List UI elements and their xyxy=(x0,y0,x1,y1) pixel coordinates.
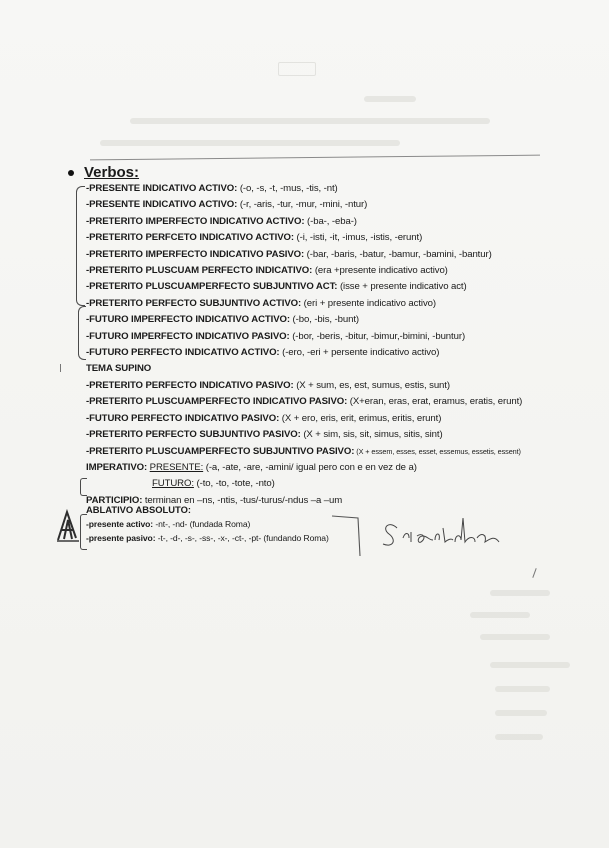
ablativo-title: ABLATIVO ABSOLUTO: xyxy=(86,504,192,515)
verb-endings: (-r, -aris, -tur, -mur, -mini, -ntur) xyxy=(237,199,368,211)
verb-line xyxy=(86,378,556,394)
ablativo-pasivo-line xyxy=(86,531,329,545)
section-divider xyxy=(90,155,540,161)
stray-mark xyxy=(60,364,61,372)
verb-label: -PRETERITO PLUSCUAMPERFECTO INDICATIVO PASIVO: xyxy=(86,396,348,408)
activo-endings: -nt-, -nd- (fundada Roma) xyxy=(153,519,251,529)
verb-endings: (X + ero, eris, erit, erimus, eritis, erunt) xyxy=(279,412,442,424)
bullet-icon xyxy=(68,170,74,176)
participio-endings: terminan en –ns, -ntis, -tus/-turus/-ndus –a –um xyxy=(142,494,343,506)
bleed-through-mark xyxy=(100,140,400,146)
presente-endings: (-a, -ate, -are, -amini/ igual pero con e en vez de a) xyxy=(203,461,417,473)
bleed-through-mark xyxy=(130,118,490,124)
verb-endings: (X + sum, es, est, sumus, estis, sunt) xyxy=(293,379,450,391)
pasivo-endings: -t-, -d-, -s-, -ss-, -x-, -ct-, -pt- (fundando Roma) xyxy=(155,533,329,543)
bleed-through-mark xyxy=(278,62,316,76)
verb-line xyxy=(86,427,556,443)
verb-label: -PRETERITO PERFCETO INDICATIVO ACTIVO: xyxy=(86,232,294,244)
activo-label: -presente activo: xyxy=(86,519,154,529)
verb-line xyxy=(86,345,556,361)
verb-line xyxy=(86,329,556,345)
imperativo-futuro-line xyxy=(86,476,556,492)
verb-label: -PRESENTE INDICATIVO ACTIVO: xyxy=(86,183,238,194)
verb-endings: (eri + presente indicativo activo) xyxy=(301,297,436,309)
verb-endings: (-o, -s, -t, -mus, -tis, -nt) xyxy=(237,183,338,194)
participio-label: PARTICIPIO: xyxy=(86,494,143,506)
verb-line xyxy=(86,181,556,197)
verb-label: -PRETERITO IMPERFECTO INDICATIVO ACTIVO: xyxy=(86,215,305,227)
verb-label: -PRETERITO PLUSCUAMPERFECTO SUBJUNTIVO PASIVO: xyxy=(86,445,355,457)
bleed-through-mark xyxy=(495,710,547,716)
verb-endings: (era +presente indicativo activo) xyxy=(312,265,448,277)
imperativo-label: IMPERATIVO: xyxy=(86,461,148,473)
futuro-label: FUTURO: xyxy=(152,478,194,490)
pencil-bracket xyxy=(76,186,85,306)
handwritten-signature xyxy=(335,498,535,558)
bleed-through-mark xyxy=(364,96,416,102)
verb-label: -FUTURO IMPERFECTO INDICATIVO ACTIVO: xyxy=(86,314,290,326)
verb-label: -PRETERITO IMPERFECTO INDICATIVO PASIVO: xyxy=(86,248,305,260)
verbos-heading xyxy=(68,164,139,181)
verb-label: -PRETERITO PERFECTO SUBJUNTIVO ACTIVO: xyxy=(86,297,302,309)
verb-line xyxy=(86,444,556,460)
presente-label: PRESENTE: xyxy=(149,461,204,473)
verb-label: -FUTURO PERFECTO INDICATIVO ACTIVO: xyxy=(86,347,280,359)
pencil-mark-icon xyxy=(54,508,82,542)
verb-line xyxy=(86,394,556,410)
pasivo-label: -presente pasivo: xyxy=(86,533,156,543)
verb-endings: (-bo, -bis, -bunt) xyxy=(289,314,359,326)
stray-mark xyxy=(532,568,536,578)
bleed-through-mark xyxy=(495,686,550,692)
imperativo-line xyxy=(86,460,556,476)
verb-endings: (-ba-, -eba-) xyxy=(304,215,357,227)
verb-endings: (X + essem, esses, esset, essemus, essetis, essent) xyxy=(354,446,521,456)
ablativo-section xyxy=(86,502,329,545)
verb-endings: (-ero, -eri + persente indicativo activo) xyxy=(279,347,440,359)
verb-line xyxy=(86,197,556,213)
verb-label: -PRESENTE INDICATIVO ACTIVO: xyxy=(86,199,238,211)
verb-line xyxy=(86,296,556,312)
verb-line xyxy=(86,279,556,295)
verb-endings: (-i, -isti, -it, -imus, -istis, -erunt) xyxy=(293,232,423,244)
bleed-through-mark xyxy=(490,590,550,596)
verb-endings: (X+eran, eras, erat, eramus, eratis, erunt) xyxy=(347,396,523,408)
verb-label: -FUTURO IMPERFECTO INDICATIVO PASIVO: xyxy=(86,330,290,342)
bleed-through-mark xyxy=(495,734,543,740)
verb-endings: (-bar, -baris, -batur, -bamur, -bamini, -bantur) xyxy=(304,248,492,260)
verb-label: -PRETERITO PLUSCUAM PERFECTO INDICATIVO: xyxy=(86,265,313,277)
ablativo-activo-line xyxy=(86,517,329,531)
verb-list xyxy=(86,181,556,509)
verb-endings: (X + sim, sis, sit, simus, sitis, sint) xyxy=(300,429,443,441)
pencil-bracket xyxy=(78,306,86,360)
verb-label: -PRETERITO PLUSCUAMPERFECTO SUBJUNTIVO ACT: xyxy=(86,281,338,293)
futuro-endings: (-to, -to, -tote, -nto) xyxy=(193,478,275,490)
verb-line xyxy=(86,312,556,328)
verb-line xyxy=(86,214,556,230)
verb-line xyxy=(86,263,556,279)
section-label: TEMA SUPINO xyxy=(86,363,152,375)
heading-text: Verbos: xyxy=(84,164,140,181)
bleed-through-mark xyxy=(470,612,530,618)
verb-line xyxy=(86,411,556,427)
verb-line xyxy=(86,247,556,263)
verb-label: -PRETERITO PERFECTO SUBJUNTIVO PASIVO: xyxy=(86,429,301,441)
verb-line xyxy=(86,230,556,246)
verb-endings: (-bor, -beris, -bitur, -bimur,-bimini, -buntur) xyxy=(289,330,466,342)
verb-label: -FUTURO PERFECTO INDICATIVO PASIVO: xyxy=(86,412,280,424)
verb-endings: (isse + presente indicativo act) xyxy=(337,281,467,293)
bleed-through-mark xyxy=(480,634,550,640)
verb-label: -PRETERITO PERFECTO INDICATIVO PASIVO: xyxy=(86,379,294,391)
verb-line xyxy=(86,361,556,377)
bleed-through-mark xyxy=(490,662,570,668)
